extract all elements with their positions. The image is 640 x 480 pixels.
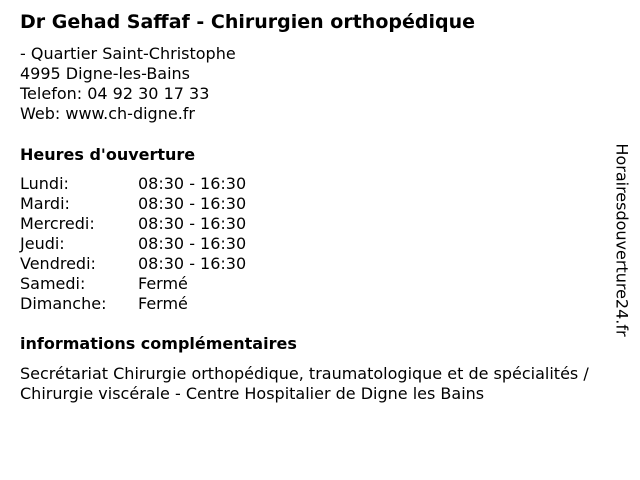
hours-row-thursday xyxy=(20,234,246,254)
phone-line: Telefon: 04 92 30 17 33 xyxy=(20,84,210,103)
day-time: 08:30 - 16:30 xyxy=(138,234,247,253)
hours-row-wednesday xyxy=(20,214,246,234)
day-label: Jeudi: xyxy=(20,234,65,253)
address-line: - Quartier Saint-Christophe xyxy=(20,44,236,63)
day-label: Lundi: xyxy=(20,174,69,193)
day-label: Vendredi: xyxy=(20,254,96,273)
hours-row-friday xyxy=(20,254,246,274)
contact-block xyxy=(20,44,236,124)
web-line: Web: www.ch-digne.fr xyxy=(20,104,195,123)
day-time: 08:30 - 16:30 xyxy=(138,194,247,213)
page-title: Dr Gehad Saffaf - Chirurgien orthopédique xyxy=(20,11,475,33)
additional-info-heading: informations complémentaires xyxy=(20,334,297,353)
day-time: Fermé xyxy=(138,274,188,293)
day-label: Samedi: xyxy=(20,274,86,293)
day-label: Mardi: xyxy=(20,194,70,213)
day-label: Mercredi: xyxy=(20,214,95,233)
hours-row-saturday xyxy=(20,274,246,294)
day-time: 08:30 - 16:30 xyxy=(138,214,247,233)
day-time: 08:30 - 16:30 xyxy=(138,254,247,273)
day-label: Dimanche: xyxy=(20,294,107,313)
opening-hours-table xyxy=(20,174,246,314)
site-watermark: Horairesdouverture24.fr xyxy=(612,143,632,337)
opening-hours-heading: Heures d'ouverture xyxy=(20,145,196,164)
hours-row-sunday xyxy=(20,294,246,314)
day-time: 08:30 - 16:30 xyxy=(138,174,247,193)
day-time: Fermé xyxy=(138,294,188,313)
hours-row-monday xyxy=(20,174,246,194)
city-line: 4995 Digne-les-Bains xyxy=(20,64,191,83)
hours-row-tuesday xyxy=(20,194,246,214)
additional-info-text: Secrétariat Chirurgie orthopédique, traumatologique et de spécialités / Chirurgie viscérale - Centre Hospitalier de Digne les Bains xyxy=(20,364,589,403)
